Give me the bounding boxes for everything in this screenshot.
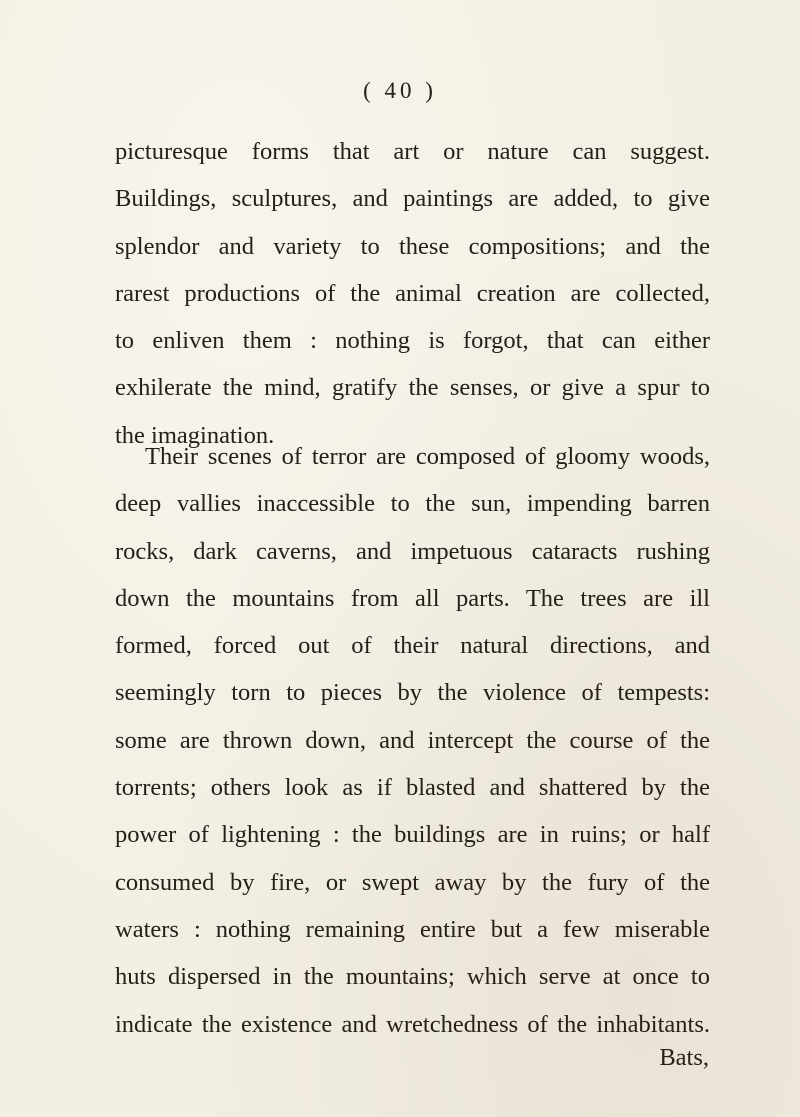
text-line: torrents; others look as if blasted and shattered by the: [115, 774, 710, 802]
text-line: splendor and variety to these compositions; and the: [115, 232, 710, 260]
text-line: rarest productions of the animal creation are collected,: [115, 279, 710, 307]
text-line: the imagination.: [115, 421, 275, 449]
text-line: down the mountains from all parts. The trees are ill: [115, 584, 710, 612]
paragraph-1: [115, 128, 710, 459]
text-line: deep vallies inaccessible to the sun, impending barren: [115, 490, 710, 518]
text-line: power of lightening : the buildings are in ruins; or half: [115, 821, 710, 849]
catchword: Bats,: [659, 1044, 709, 1071]
text-line: formed, forced out of their natural directions, and: [115, 632, 710, 660]
text-line: rocks, dark caverns, and impetuous cataracts rushing: [115, 537, 710, 565]
text-line: seemingly torn to pieces by the violence of tempests:: [115, 679, 710, 707]
text-line: huts dispersed in the mountains; which serve at once to: [115, 963, 710, 991]
text-line: exhilerate the mind, gratify the senses, or give a spur to: [115, 374, 710, 402]
text-line: Buildings, sculptures, and paintings are added, to give: [115, 185, 710, 213]
text-line: some are thrown down, and intercept the course of the: [115, 726, 710, 754]
text-line: picturesque forms that art or nature can suggest.: [115, 138, 710, 165]
text-line: to enliven them : nothing is forgot, that can either: [115, 327, 710, 355]
text-line: waters : nothing remaining entire but a few miserable: [115, 915, 710, 943]
paragraph-2: [115, 433, 710, 1048]
text-line: Their scenes of terror are composed of gloomy woods,: [145, 443, 710, 470]
text-line: consumed by fire, or swept away by the fury of the: [115, 868, 710, 896]
page-number-header: ( 40 ): [363, 78, 437, 103]
text-line: indicate the existence and wretchedness of the inhabitants.: [115, 1010, 710, 1038]
